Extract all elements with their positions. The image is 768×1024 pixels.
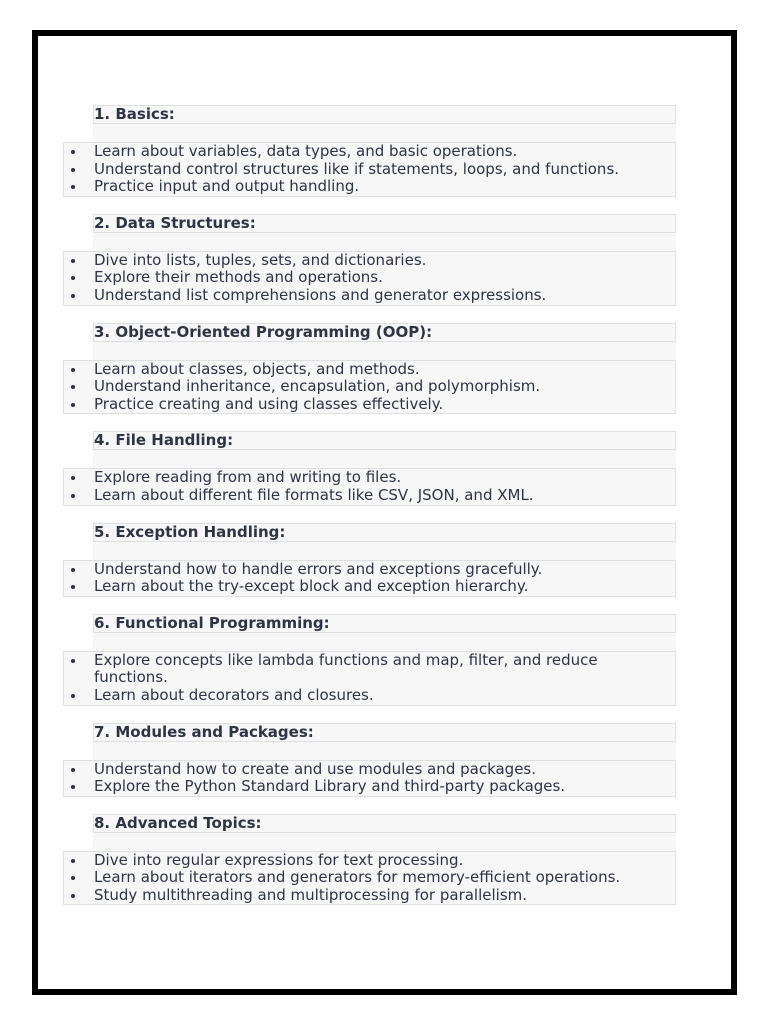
list-item: Explore reading from and writing to files. [94, 469, 675, 487]
list-item: Study multithreading and multiprocessing for parallelism. [94, 887, 675, 905]
section-heading: 8. Advanced Topics: [93, 814, 676, 833]
list-item: Dive into regular expressions for text processing. [94, 852, 675, 870]
section-list [63, 851, 676, 906]
list-item: Practice input and output handling. [94, 178, 675, 196]
list-item: Practice creating and using classes effectively. [94, 396, 675, 414]
list-item: Explore their methods and operations. [94, 269, 675, 287]
section-heading: 4. File Handling: [93, 431, 676, 450]
section-list [63, 760, 676, 797]
list-item: Learn about variables, data types, and basic operations. [94, 143, 675, 161]
list-item: Understand list comprehensions and generator expressions. [94, 287, 675, 305]
section-heading: 5. Exception Handling: [93, 523, 676, 542]
section-list [63, 251, 676, 306]
section-list [63, 651, 676, 706]
section-heading: 1. Basics: [93, 105, 676, 124]
section-heading-wrap [93, 431, 676, 468]
section-heading: 2. Data Structures: [93, 214, 676, 233]
section-heading-wrap [93, 814, 676, 851]
section-heading: 3. Object-Oriented Programming (OOP): [93, 323, 676, 342]
section-list [63, 560, 676, 597]
list-item: Dive into lists, tuples, sets, and dictionaries. [94, 252, 675, 270]
section-heading-wrap [93, 214, 676, 251]
section-heading-wrap [93, 614, 676, 651]
section-data-structures [63, 214, 676, 306]
list-item: Explore concepts like lambda functions and map, filter, and reduce functions. [94, 652, 675, 687]
section-exception-handling [63, 523, 676, 597]
section-heading-wrap [93, 323, 676, 360]
section-functional-programming [63, 614, 676, 706]
document-content [63, 105, 676, 922]
list-item: Understand control structures like if statements, loops, and functions. [94, 161, 675, 179]
section-heading-wrap [93, 523, 676, 560]
section-basics [63, 105, 676, 197]
list-item: Learn about classes, objects, and methods. [94, 361, 675, 379]
section-file-handling [63, 431, 676, 505]
section-list [63, 360, 676, 415]
list-item: Learn about different file formats like CSV, JSON, and XML. [94, 487, 675, 505]
list-item: Learn about decorators and closures. [94, 687, 675, 705]
section-advanced-topics [63, 814, 676, 906]
list-item: Understand how to create and use modules and packages. [94, 761, 675, 779]
list-item: Learn about the try-except block and exception hierarchy. [94, 578, 675, 596]
section-oop [63, 323, 676, 415]
section-list [63, 468, 676, 505]
section-heading-wrap [93, 105, 676, 142]
section-list [63, 142, 676, 197]
list-item: Understand inheritance, encapsulation, and polymorphism. [94, 378, 675, 396]
section-heading: 6. Functional Programming: [93, 614, 676, 633]
list-item: Learn about iterators and generators for memory-efficient operations. [94, 869, 675, 887]
list-item: Understand how to handle errors and exceptions gracefully. [94, 561, 675, 579]
section-heading: 7. Modules and Packages: [93, 723, 676, 742]
section-modules-packages [63, 723, 676, 797]
section-heading-wrap [93, 723, 676, 760]
list-item: Explore the Python Standard Library and third-party packages. [94, 778, 675, 796]
